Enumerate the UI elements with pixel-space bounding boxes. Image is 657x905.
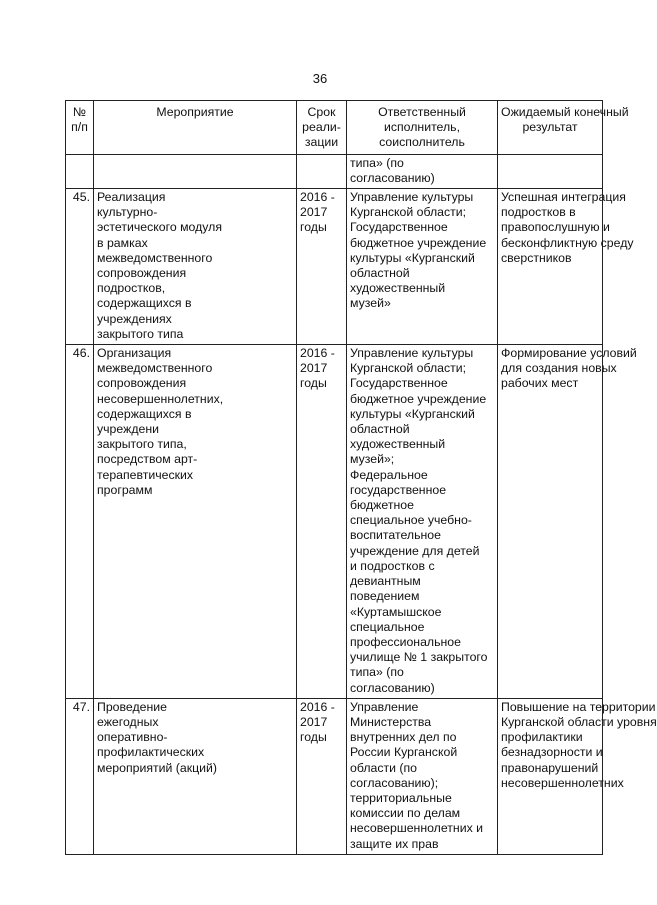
cell-line: Министерства <box>350 714 432 729</box>
cell-line: зации <box>304 135 339 150</box>
cell-line: № <box>72 105 87 119</box>
cell-line: программ <box>97 482 153 497</box>
result-cell <box>498 189 634 345</box>
cell-line: профилактики <box>501 730 583 745</box>
row-number-cell <box>66 154 94 188</box>
cell-line: Государственное <box>350 220 448 235</box>
cell-line: девиантным <box>350 574 421 589</box>
cell-line: художественный <box>350 281 446 296</box>
cell-line: Организация <box>97 346 172 361</box>
cell-line: оперативно- <box>97 730 168 745</box>
cell-line: музей»; <box>350 452 395 467</box>
cell-line: годы <box>300 376 327 391</box>
cell-line: государственное <box>350 482 447 497</box>
cell-line: согласованию) <box>350 170 435 185</box>
cell-line: художественный <box>350 437 446 452</box>
term-cell <box>297 154 347 188</box>
cell-line: соисполнитель <box>379 135 465 150</box>
cell-line: Формирование условий <box>501 346 637 361</box>
measure-cell <box>94 189 297 345</box>
cell-line: безнадзорности и <box>501 745 603 760</box>
cell-line: учреждение для детей <box>350 543 480 558</box>
cell-line: профессиональное <box>350 634 461 649</box>
cell-line: годы <box>300 730 327 745</box>
cell-line: культурно- <box>97 205 158 220</box>
cell-line: специальное <box>350 619 425 634</box>
table-row <box>66 345 603 699</box>
responsible-cell <box>347 154 498 188</box>
cell-line: несовершеннолетних и <box>350 821 484 836</box>
cell-line: специальное учебно- <box>350 513 472 528</box>
cell-line: Управление культуры <box>350 190 474 205</box>
cell-line: учреждени <box>97 422 159 437</box>
cell-line: содержащихся в <box>97 296 192 311</box>
header-cell <box>297 101 347 155</box>
cell-line: результат <box>522 120 578 135</box>
responsible-cell <box>347 345 498 699</box>
cell-line: несовершеннолетних, <box>97 391 224 406</box>
cell-line: «Куртамышское <box>350 604 442 619</box>
cell-line: согласованию); <box>350 775 439 790</box>
cell-line: содержащихся в <box>97 406 192 421</box>
header-cell <box>94 101 297 155</box>
cell-line: Федеральное <box>350 467 428 482</box>
cell-line: воспитательное <box>350 528 441 543</box>
cell-line: согласованию) <box>350 680 435 695</box>
cell-line: межведомственного <box>97 361 213 376</box>
cell-line: 2016 - <box>300 699 335 714</box>
header-cell <box>66 101 94 155</box>
table-header-row <box>66 101 603 155</box>
cell-line: учреждениях <box>97 311 172 326</box>
cell-line: музей» <box>350 296 391 311</box>
cell-line: ежегодных <box>97 714 159 729</box>
cell-line: Ответственный <box>378 105 466 119</box>
measure-cell <box>94 345 297 699</box>
page-number: 36 <box>312 71 328 86</box>
cell-line: 2016 - <box>300 190 335 205</box>
table-row <box>66 189 603 345</box>
header-cell <box>347 101 498 155</box>
cell-line: закрытого типа <box>97 326 184 341</box>
cell-line: Курганской области; <box>350 361 467 376</box>
cell-line: бюджетное учреждение <box>350 235 487 250</box>
cell-line: России Курганской <box>350 745 458 760</box>
cell-line: для создания новых <box>501 361 617 376</box>
term-cell <box>297 698 347 854</box>
cell-line: 2017 <box>300 205 328 220</box>
result-cell <box>498 345 637 699</box>
cell-line: типа» (по <box>350 665 404 680</box>
cell-line: несовершеннолетних <box>501 775 624 790</box>
cell-line: мероприятий (акций) <box>97 760 217 775</box>
term-cell <box>297 345 347 699</box>
cell-line: Управление культуры <box>350 346 474 361</box>
cell-line: области (по <box>350 760 418 775</box>
measures-table <box>65 100 657 855</box>
cell-line: бесконфликтную среду <box>501 235 634 250</box>
cell-line: реали- <box>302 120 341 135</box>
cell-line: Курганской области; <box>350 205 467 220</box>
cell-line: областной <box>350 266 410 281</box>
cell-line: профилактических <box>97 745 205 760</box>
cell-line: Ожидаемый конечный <box>501 105 629 119</box>
term-cell <box>297 189 347 345</box>
table-row <box>66 154 603 188</box>
cell-line: подростков в <box>501 205 576 220</box>
cell-line: бюджетное учреждение <box>350 391 487 406</box>
cell-line: межведомственного <box>97 250 213 265</box>
cell-line: исполнитель, <box>383 120 460 135</box>
table-row <box>66 698 603 854</box>
cell-line: поведением <box>350 589 420 604</box>
result-cell <box>498 698 657 854</box>
cell-line: комиссии по делам <box>350 806 461 821</box>
measure-cell <box>94 154 297 188</box>
cell-line: Управление <box>350 699 419 714</box>
cell-line: культуры «Курганский <box>350 406 475 421</box>
cell-line: областной <box>350 422 410 437</box>
cell-line: Повышение на территории <box>501 699 656 714</box>
row-number-cell: 45. <box>66 189 94 345</box>
measure-cell <box>94 698 297 854</box>
cell-line: сопровождения <box>97 266 187 281</box>
cell-line: Успешная интеграция <box>501 190 626 205</box>
cell-line: защите их прав <box>350 836 439 851</box>
cell-line: в рамках <box>97 235 148 250</box>
cell-line: терапевтических <box>97 467 194 482</box>
cell-line: внутренних дел по <box>350 730 457 745</box>
cell-line: эстетического модуля <box>97 220 222 235</box>
cell-line: 2017 <box>300 361 328 376</box>
result-cell <box>498 154 603 188</box>
row-number-cell: 47. <box>66 698 94 854</box>
cell-line: сверстников <box>501 250 572 265</box>
cell-line: сопровождения <box>97 376 187 391</box>
cell-line: посредством арт- <box>97 452 198 467</box>
cell-line: годы <box>300 220 327 235</box>
cell-line: 2016 - <box>300 346 335 361</box>
cell-line: Государственное <box>350 376 448 391</box>
cell-line: культуры «Курганский <box>350 250 475 265</box>
cell-line: 2017 <box>300 714 328 729</box>
cell-line: типа» (по <box>350 155 404 170</box>
cell-line: училище № 1 закрытого <box>350 650 488 665</box>
cell-line: Срок <box>307 105 336 119</box>
cell-line: подростков, <box>97 281 166 296</box>
cell-line: и подростков с <box>350 558 435 573</box>
row-number-cell: 46. <box>66 345 94 699</box>
responsible-cell <box>347 189 498 345</box>
cell-line: бюджетное <box>350 498 414 513</box>
cell-line: закрытого типа, <box>97 437 187 452</box>
cell-line: Проведение <box>97 699 167 714</box>
cell-line: Реализация <box>97 190 166 205</box>
responsible-cell <box>347 698 498 854</box>
cell-line: рабочих мест <box>501 376 579 391</box>
cell-line: территориальные <box>350 790 452 805</box>
cell-line: Курганской области уровня <box>501 714 657 729</box>
cell-line: правопослушную и <box>501 220 610 235</box>
cell-line: Мероприятие <box>156 105 234 119</box>
cell-line: п/п <box>71 120 88 135</box>
header-cell <box>498 101 629 155</box>
cell-line: правонарушений <box>501 760 599 775</box>
